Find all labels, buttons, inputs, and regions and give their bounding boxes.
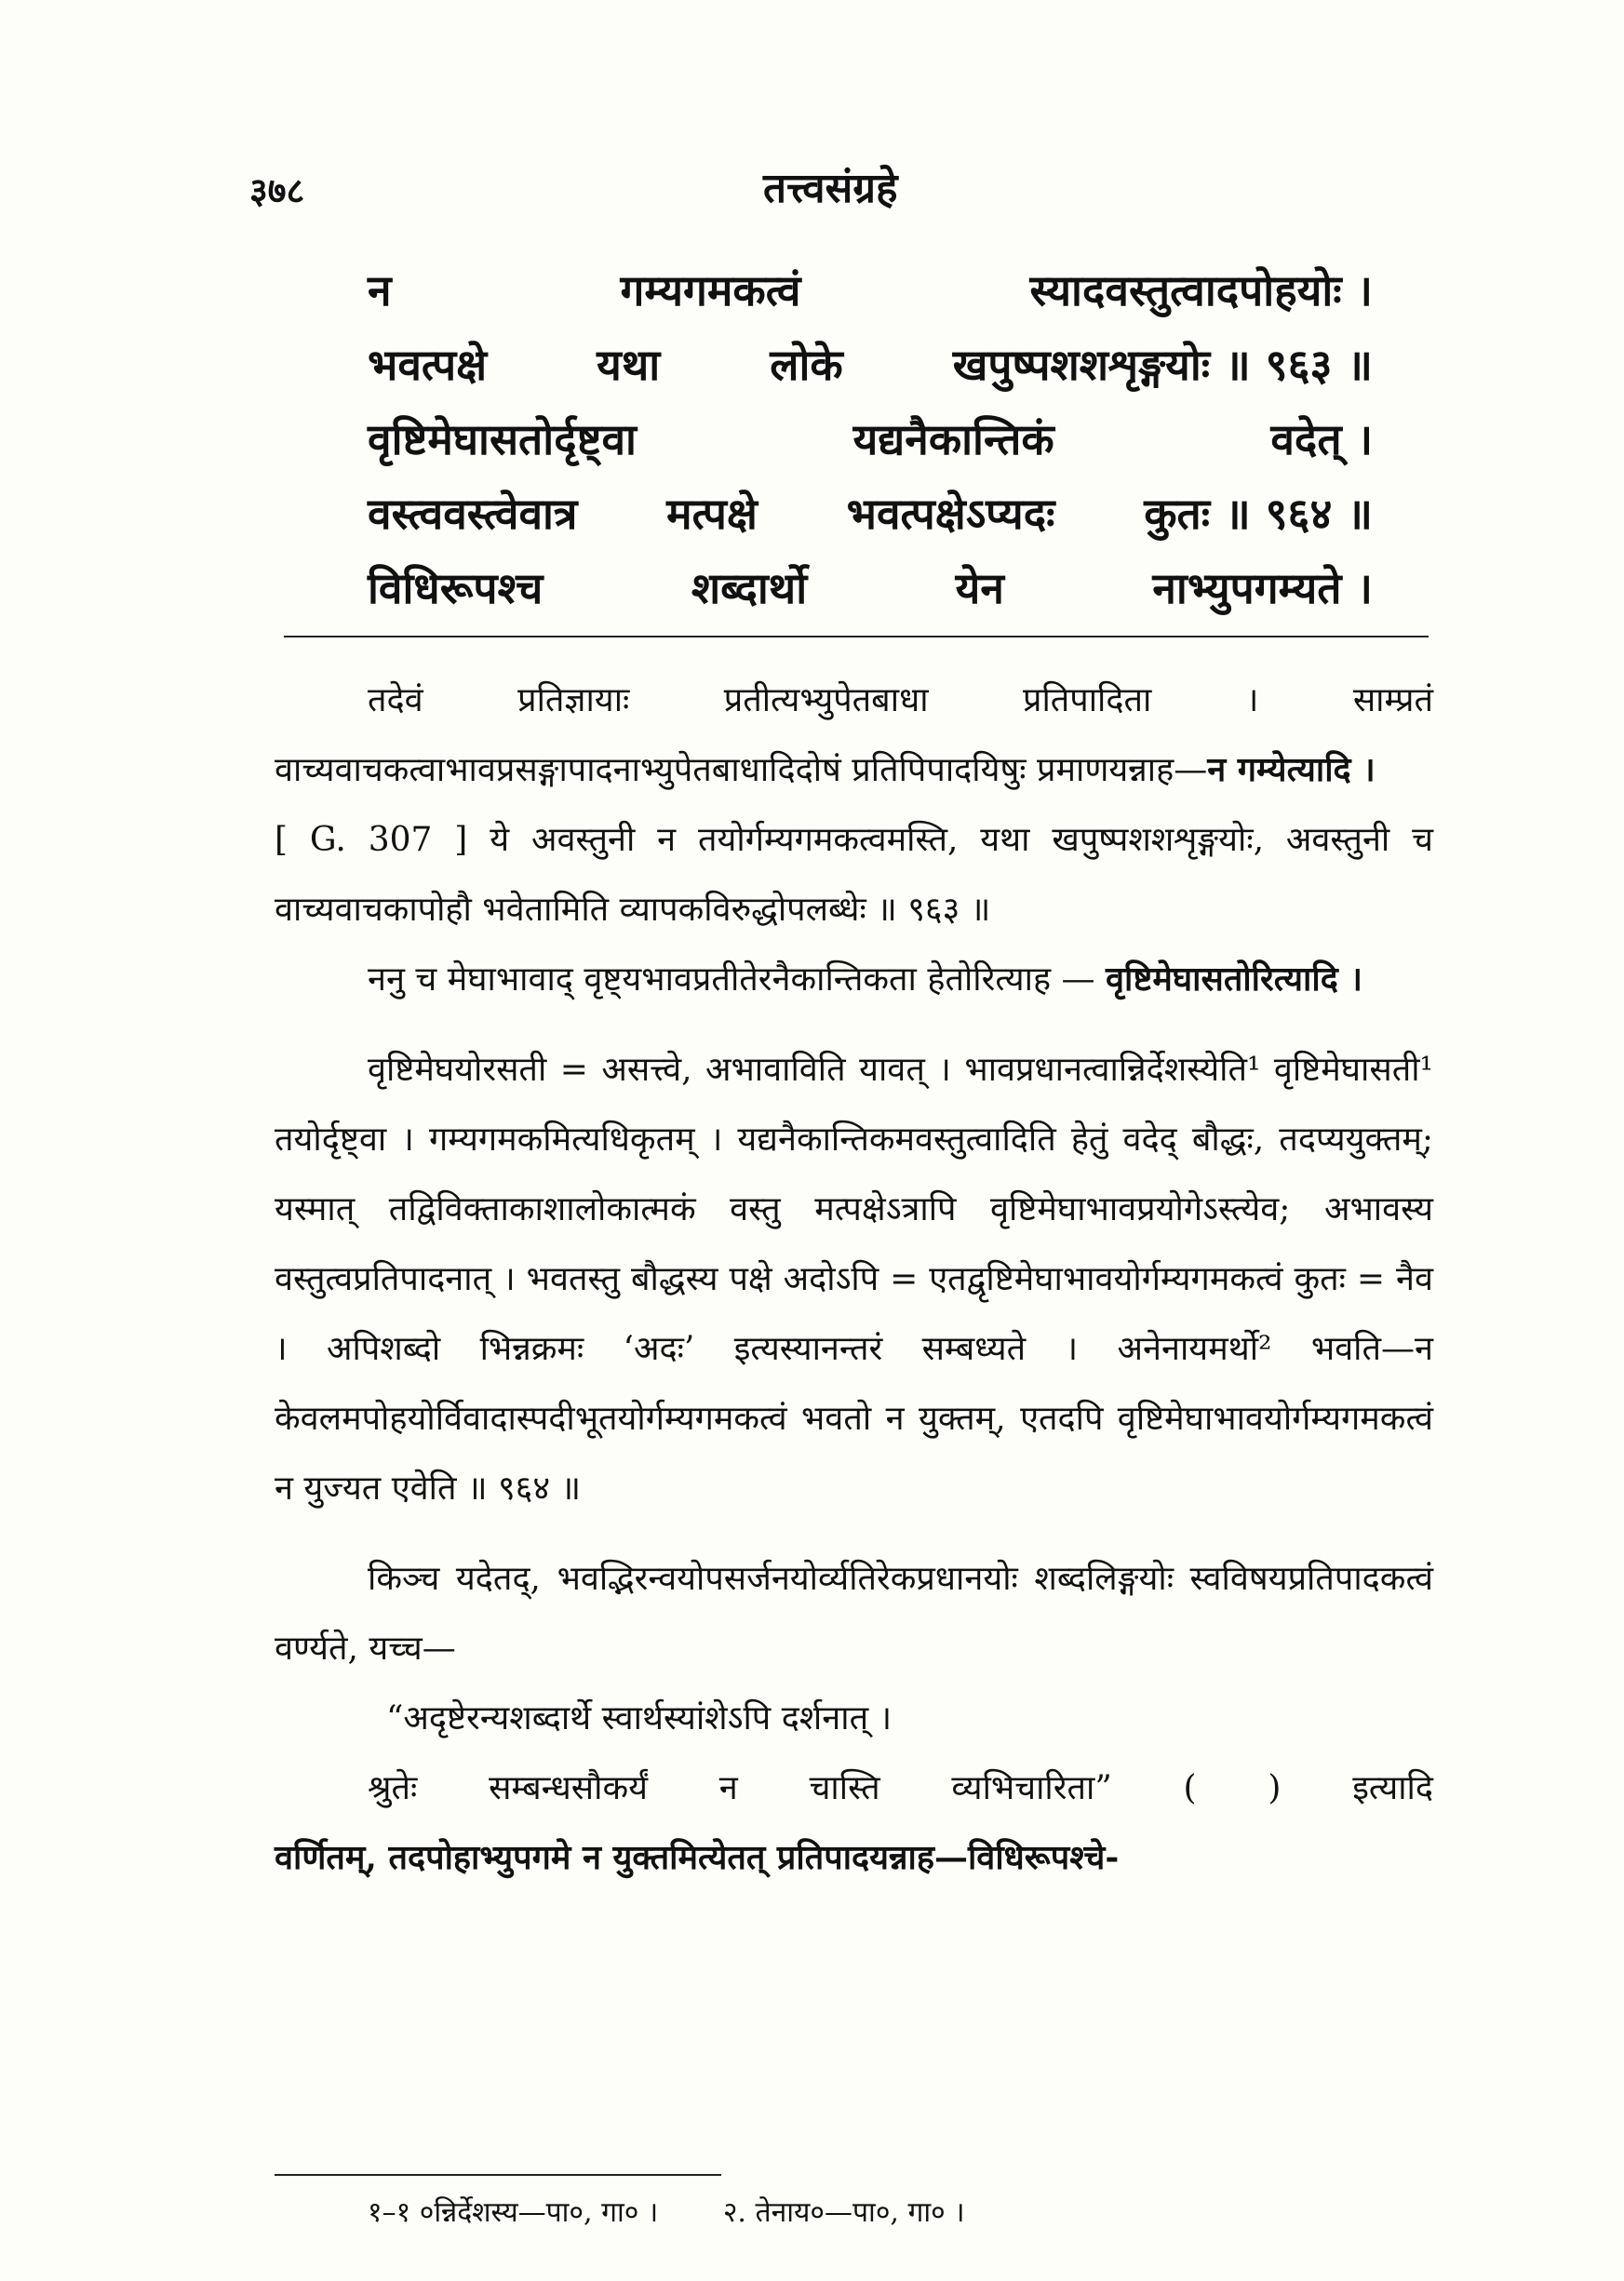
- verse-word: नाभ्युपगम्यते ।: [1152, 563, 1373, 613]
- verse-line: [368, 253, 1373, 328]
- commentary-paragraph: [275, 665, 1433, 805]
- footnote: १–१ ०न्निर्देशस्य—पा०, गा० ।: [368, 2196, 659, 2229]
- verse-line: [368, 476, 1373, 551]
- verse-word: वस्त्ववस्त्वेवात्र: [368, 489, 578, 539]
- verse-word: मत्पक्षे: [666, 489, 758, 539]
- commentary-paragraph: किञ्च यदेतद्, भवद्भिरन्वयोपसर्जनयोर्व्यतिरेकप्रधानयोः शब्दलिङ्गयोः स्वविषयप्रतिपादकत्वं वर्ण्यते, यच्च—: [275, 1560, 1433, 1668]
- verse-word: लोके: [770, 340, 843, 390]
- commentary-paragraph: [275, 1823, 1433, 1893]
- quotation-line: “अदृष्टेरन्यशब्दार्थे स्वार्थस्यांशेऽपि दर्शनात् ।: [386, 1699, 893, 1738]
- verse-word: खपुष्पशशशृङ्गयोः ॥ ९६३ ॥: [952, 340, 1373, 390]
- footnote-divider: [275, 2174, 721, 2176]
- bold-lemma: विधिरूपश्चे-: [967, 1838, 1120, 1877]
- verse-word: कुतः ॥ ९६४ ॥: [1144, 489, 1373, 539]
- paragraph-text: ननु च मेघाभावाद् वृष्ट्यभावप्रतीतेरनैकान्तिकता हेतोरित्याह —: [368, 960, 1095, 999]
- bold-lemma: वृष्टिमेघासतोरित्यादि ।: [1106, 959, 1362, 999]
- bold-lemma: न गम्येत्यादि ।: [1207, 750, 1376, 789]
- commentary-paragraph: वृष्टिमेघयोरसती = असत्त्वे, अभावाविति यावत् । भावप्रधानत्वान्निर्देशस्येति¹ वृष्टिमेघासती¹ तयोर्दृष्ट्वा । गम्यगमकमित्यधिकृतम् । यद्यनैकान्तिकमवस्तुत्वादिति हेतुं वदेद् बौद्धः, तदप्ययुक्तम्; यस्मात् तद्विविक्ताकाशालोकात्मकं वस्तु मत्पक्षेऽत्रापि वृष्टिमेघाभावप्रयोगेऽस्त्येव; अभावस्य वस्तुत्वप्रतिपादनात् । भवतस्तु बौद्धस्य पक्षे अदोऽपि = एतद्वृष्टिमेघाभावयोर्गम्यगमकत्वं कुतः = नैव । अपिशब्दो भिन्नक्रमः ‘अदः’ इत्यस्यानन्तरं सम्बध्यते । अनेनायमर्थो² भवति—न केवलमपोहयोर्विवादास्पदीभूतयोर्गम्यगमकत्वं भवतो न युक्तम्, एतदपि वृष्टिमेघाभावयोर्गम्यगमकत्वं न युज्यत एवेति ॥ ९६४ ॥: [275, 1051, 1433, 1508]
- running-title: तत्त्वसंग्रहे: [763, 165, 898, 212]
- page-number: ३७८: [249, 169, 305, 211]
- footnote: २. तेनाय०—पा०, गा० ।: [722, 2196, 965, 2229]
- commentary: [275, 665, 1433, 1893]
- footnotes: [368, 2190, 1391, 2236]
- commentary-paragraph: [275, 945, 1433, 1014]
- verse-word: भवत्पक्षे: [368, 340, 488, 390]
- verse-word: स्यादवस्तुत्वादपोहयोः ।: [1029, 265, 1373, 315]
- verse-word: वदेत् ।: [1270, 414, 1373, 464]
- verse-word: येन: [955, 563, 1004, 613]
- verse-word: विधिरूपश्च: [368, 563, 544, 613]
- paragraph-text: तदेवं प्रतिज्ञायाः प्रतीत्यभ्युपेतबाधा प्रतिपादिता । साम्प्रतं वाच्यवाचकत्वाभावप्रसङ्गापादनाभ्युपेतबाधादिदोषं प्रतिपिपादयिषुः प्रमाणयन्नाह—: [275, 681, 1433, 789]
- quotation-line: श्रुतेः सम्बन्धसौकर्यं न चास्ति व्यभिचारिता” ( ) इत्यादि: [368, 1769, 1433, 1807]
- verse-line: [368, 551, 1373, 625]
- paragraph-text: वर्णितम्, तदपोहाभ्युपगमे न युक्तमित्येतत् प्रतिपादयन्नाह—: [275, 1838, 968, 1877]
- verse-word: भवत्पक्षेऽप्यदः: [846, 489, 1055, 539]
- verse-line: [368, 328, 1373, 402]
- verse-block: [368, 253, 1373, 625]
- verse-word: शब्दार्थो: [691, 563, 808, 613]
- verse-word: यथा: [597, 340, 661, 390]
- verse-word: न: [368, 265, 392, 315]
- commentary-paragraph: [ G. 307 ] ये अवस्तुनी न तयोर्गम्यगमकत्वमस्ति, यथा खपुष्पशशशृङ्गयोः, अवस्तुनी च वाच्यवाचकापोहौ भवेतामिति व्यापकविरुद्धोपलब्धेः ॥ ९६३ ॥: [275, 821, 1433, 929]
- verse-divider: [284, 636, 1429, 637]
- verse-word: वृष्टिमेघासतोर्दृष्ट्वा: [368, 414, 637, 464]
- verse-word: गम्यगमकत्वं: [620, 265, 801, 315]
- verse-word: यद्यनैकान्तिकं: [852, 414, 1054, 464]
- verse-line: [368, 402, 1373, 476]
